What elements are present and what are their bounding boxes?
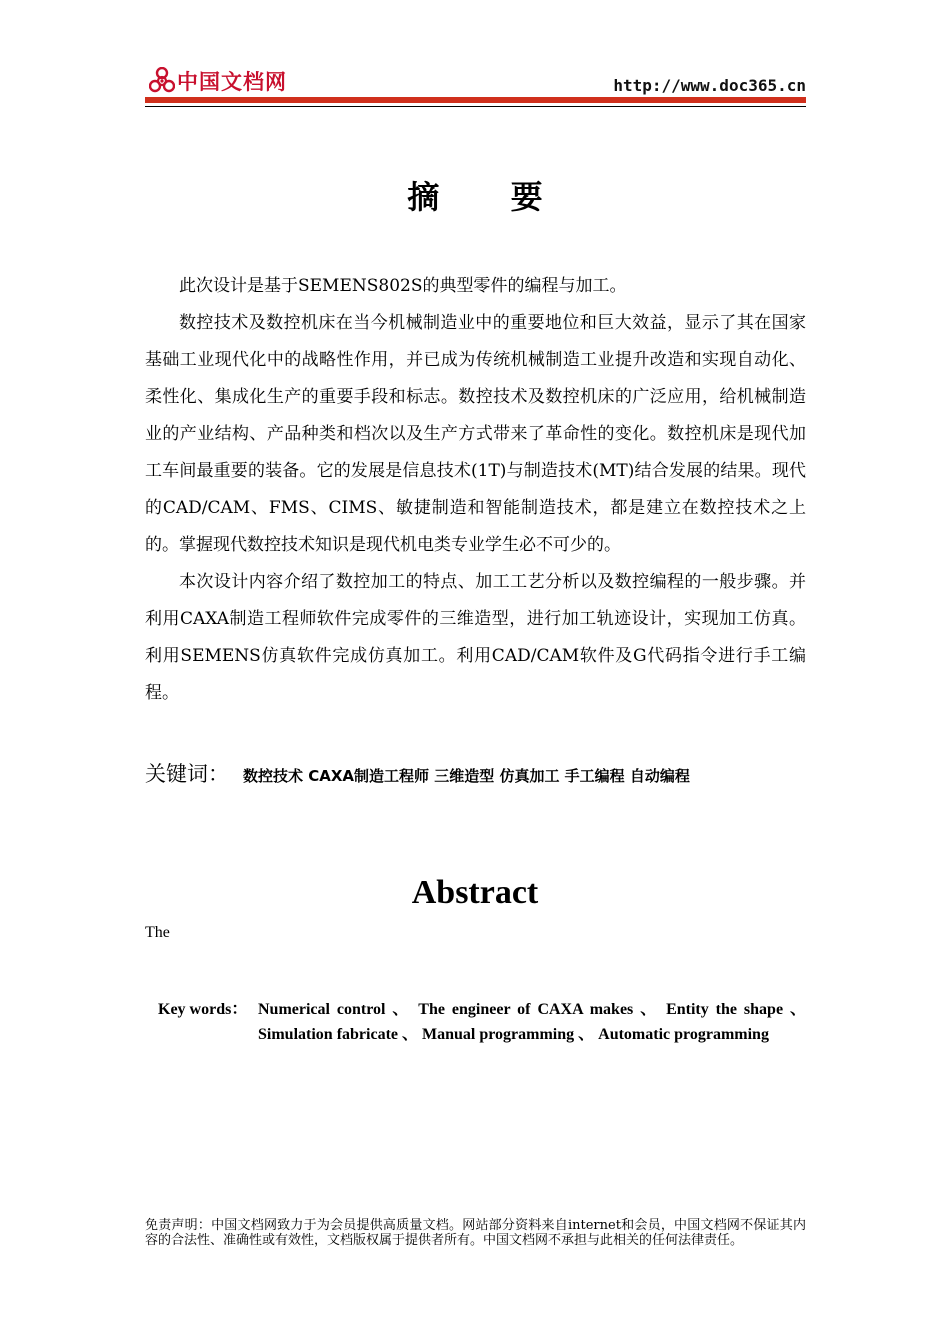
abstract-body-en: The: [145, 924, 170, 941]
keywords-en-terms: Numerical control 、 The engineer of CAXA makes 、 Entity the shape 、 Simulation fabricate 、 Manual programming 、 Automatic programming: [258, 1001, 806, 1043]
abstract-title-en: Abstract: [411, 874, 539, 911]
header-red-rule: [145, 97, 806, 103]
keywords-cn: [145, 758, 806, 788]
disclaimer: 免责声明：中国文档网致力于为会员提供高质量文档。网站部分资料来自internet和会员，中国文档网不保证其内容的合法性、准确性或有效性，文档版权属于提供者所有。中国文档网不承担与此相关的任何法律责任。: [145, 1218, 806, 1248]
keywords-cn-terms: 数控技术 CAXA制造工程师 三维造型 仿真加工 手工编程 自动编程: [243, 767, 690, 785]
abstract-title-cn: 摘 要: [407, 178, 573, 216]
header-black-rule: [145, 106, 806, 107]
biohazard-icon: [149, 67, 175, 95]
keywords-cn-label: 关键词：: [145, 762, 229, 786]
paragraph-1: 此次设计是基于SEMENS802S的典型零件的编程与加工。: [179, 276, 627, 296]
paragraph-3: 本次设计内容介绍了数控加工的特点、加工工艺分析以及数控编程的一般步骤。并利用CAXA制造工程师软件完成零件的三维造型，进行加工轨迹设计，实现加工仿真。利用SEMENS仿真软件完成仿真加工。利用CAD/CAM软件及G代码指令进行手工编程。: [145, 572, 806, 703]
keywords-en: [158, 997, 806, 1047]
keywords-en-label: Key words：: [158, 1001, 248, 1018]
site-logo[interactable]: [149, 66, 287, 96]
abstract-body-cn: [145, 268, 806, 712]
site-url-link[interactable]: http://www.doc365.cn: [613, 76, 806, 95]
page-header: [145, 62, 806, 108]
paragraph-2: 数控技术及数控机床在当今机械制造业中的重要地位和巨大效益，显示了其在国家基础工业现代化中的战略性作用，并已成为传统机械制造工业提升改造和实现自动化、柔性化、集成化生产的重要手段和标志。数控技术及数控机床的广泛应用，给机械制造业的产业结构、产品种类和档次以及生产方式带来了革命性的变化。数控机床是现代加工车间最重要的装备。它的发展是信息技术(1T)与制造技术(MT)结合发展的结果。现代的CAD/CAM、FMS、CIMS、敏捷制造和智能制造技术，都是建立在数控技术之上的。掌握现代数控技术知识是现代机电类专业学生必不可少的。: [145, 313, 806, 555]
logo-text: 中国文档网: [177, 70, 287, 94]
